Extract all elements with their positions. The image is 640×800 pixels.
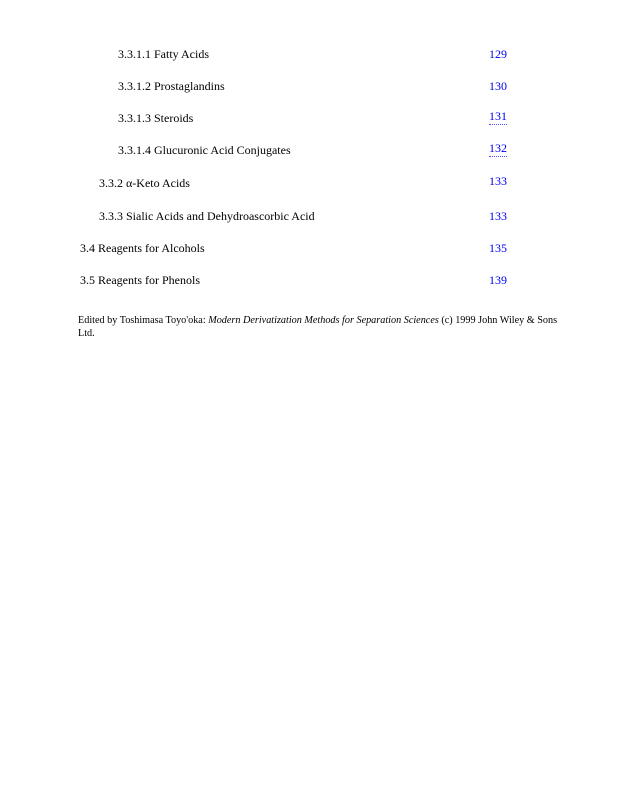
toc-entry-title: 3.3.3 Sialic Acids and Dehydroascorbic Acid xyxy=(99,209,315,223)
footer-book-title: Modern Derivatization Methods for Separation Sciences xyxy=(208,315,439,326)
toc-entry-title: 3.3.2 α-Keto Acids xyxy=(99,176,190,190)
toc-page-link[interactable]: 130 xyxy=(489,79,507,93)
toc-entry xyxy=(0,239,640,257)
footer-suffix: (c) 1999 John Wiley & Sons Ltd. xyxy=(78,315,558,339)
toc-entry-title: 3.3.1.4 Glucuronic Acid Conjugates xyxy=(118,143,291,157)
toc-page-link[interactable]: 139 xyxy=(489,273,507,287)
toc-entry-title: 3.4 Reagents for Alcohols xyxy=(80,241,205,255)
toc-page-link[interactable]: 129 xyxy=(489,47,507,61)
toc-entry xyxy=(0,271,640,289)
toc-entry xyxy=(0,141,640,159)
toc-entry xyxy=(0,207,640,225)
toc-page-link[interactable]: 133 xyxy=(489,174,507,188)
toc-entry xyxy=(0,77,640,95)
toc-entry xyxy=(0,109,640,127)
toc-entry-title: 3.3.1.3 Steroids xyxy=(118,111,194,125)
toc-entry-title: 3.5 Reagents for Phenols xyxy=(80,273,200,287)
toc-page-link[interactable]: 131 xyxy=(489,109,507,123)
footer-prefix: Edited by Toshimasa Toyo'oka: xyxy=(78,315,209,326)
toc-entry xyxy=(0,174,640,192)
toc-page-link[interactable]: 135 xyxy=(489,241,507,255)
toc-entry-title: 3.3.1.1 Fatty Acids xyxy=(118,47,210,61)
toc-entry-title: 3.3.1.2 Prostaglandins xyxy=(118,79,225,93)
toc-entry xyxy=(0,45,640,63)
copyright-footer xyxy=(78,314,564,340)
toc-page-link[interactable]: 133 xyxy=(489,209,507,223)
toc-page-link[interactable]: 132 xyxy=(489,141,507,155)
